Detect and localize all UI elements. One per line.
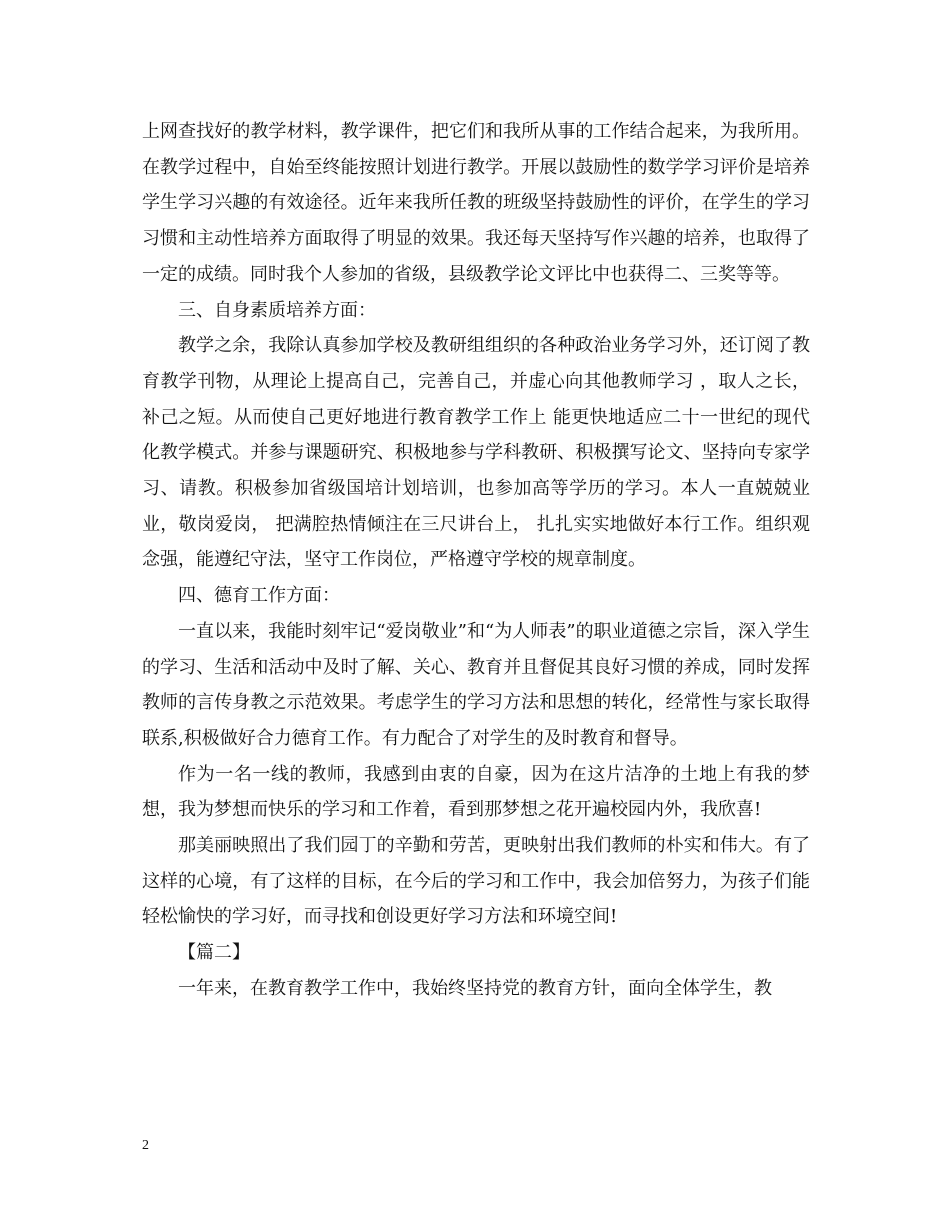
- document-body: [142, 114, 810, 1007]
- paragraph-self-quality: 教学之余，我除认真参加学校及教研组组织的各种政治业务学习外，还订阅了教育教学刊物，从理论上提高自己，完善自己，并虚心向其他教师学习 ，取人之长，补己之短。从而使自己更好地进行教育教学工作上 能更快地适应二十一世纪的现代化教学模式。并参与课题研究、积极地参与学科教研、积极撰写论文、坚持向专家学习、请教。积极参加省级国培计划培训，也参加高等学历的学习。本人一直兢兢业业，敬岗爱岗， 把满腔热情倾注在三尺讲台上， 扎扎实实地做好本行工作。组织观念强，能遵纪守法，坚守工作岗位，严格遵守学校的规章制度。: [142, 335, 810, 571]
- page-number: 2: [142, 1138, 149, 1153]
- section-heading-moral-education: 四、德育工作方面：: [178, 585, 340, 607]
- paragraph-future-effort: 那美丽映照出了我们园丁的辛勤和劳苦，更映射出我们教师的朴实和伟大。有了这样的心境，有了这样的目标，在今后的学习和工作中，我会加倍努力，为孩子们能轻松愉快的学习好，而寻找和创设更好学习方法和环境空间!: [142, 835, 810, 928]
- paragraph-part-two-intro: 一年来，在教育教学工作中，我始终坚持党的教育方针，面向全体学生，教: [178, 977, 772, 999]
- paragraph-teacher-pride: 作为一名一线的教师，我感到由衷的自豪，因为在这片洁净的土地上有我的梦想，我为梦想而快乐的学习和工作着，看到那梦想之花开遍校园内外，我欣喜!: [142, 763, 810, 821]
- paragraph-continued-teaching-materials: 上网查找好的教学材料，教学课件，把它们和我所从事的工作结合起来，为我所用。在教学过程中，自始至终能按照计划进行教学。开展以鼓励性的数学学习评价是培养学生学习兴趣的有效途径。近年来我所任教的班级坚持鼓励性的评价，在学生的学习习惯和主动性培养方面取得了明显的效果。我还每天坚持写作兴趣的培养，也取得了一定的成绩。同时我个人参加的省级，县级教学论文评比中也获得二、三奖等等。: [142, 121, 810, 285]
- paragraph-moral-education: 一直以来，我能时刻牢记“爱岗敬业”和“为人师表”的职业道德之宗旨，深入学生的学习、生活和活动中及时了解、关心、教育并且督促其良好习惯的养成，同时发挥教师的言传身教之示范效果。考虑学生的学习方法和思想的转化，经常性与家长取得联系,积极做好合力德育工作。有力配合了对学生的及时教育和督导。: [142, 620, 810, 749]
- section-heading-self-quality: 三、自身素质培养方面：: [178, 299, 376, 321]
- section-heading-part-two: 【篇二】: [178, 942, 250, 964]
